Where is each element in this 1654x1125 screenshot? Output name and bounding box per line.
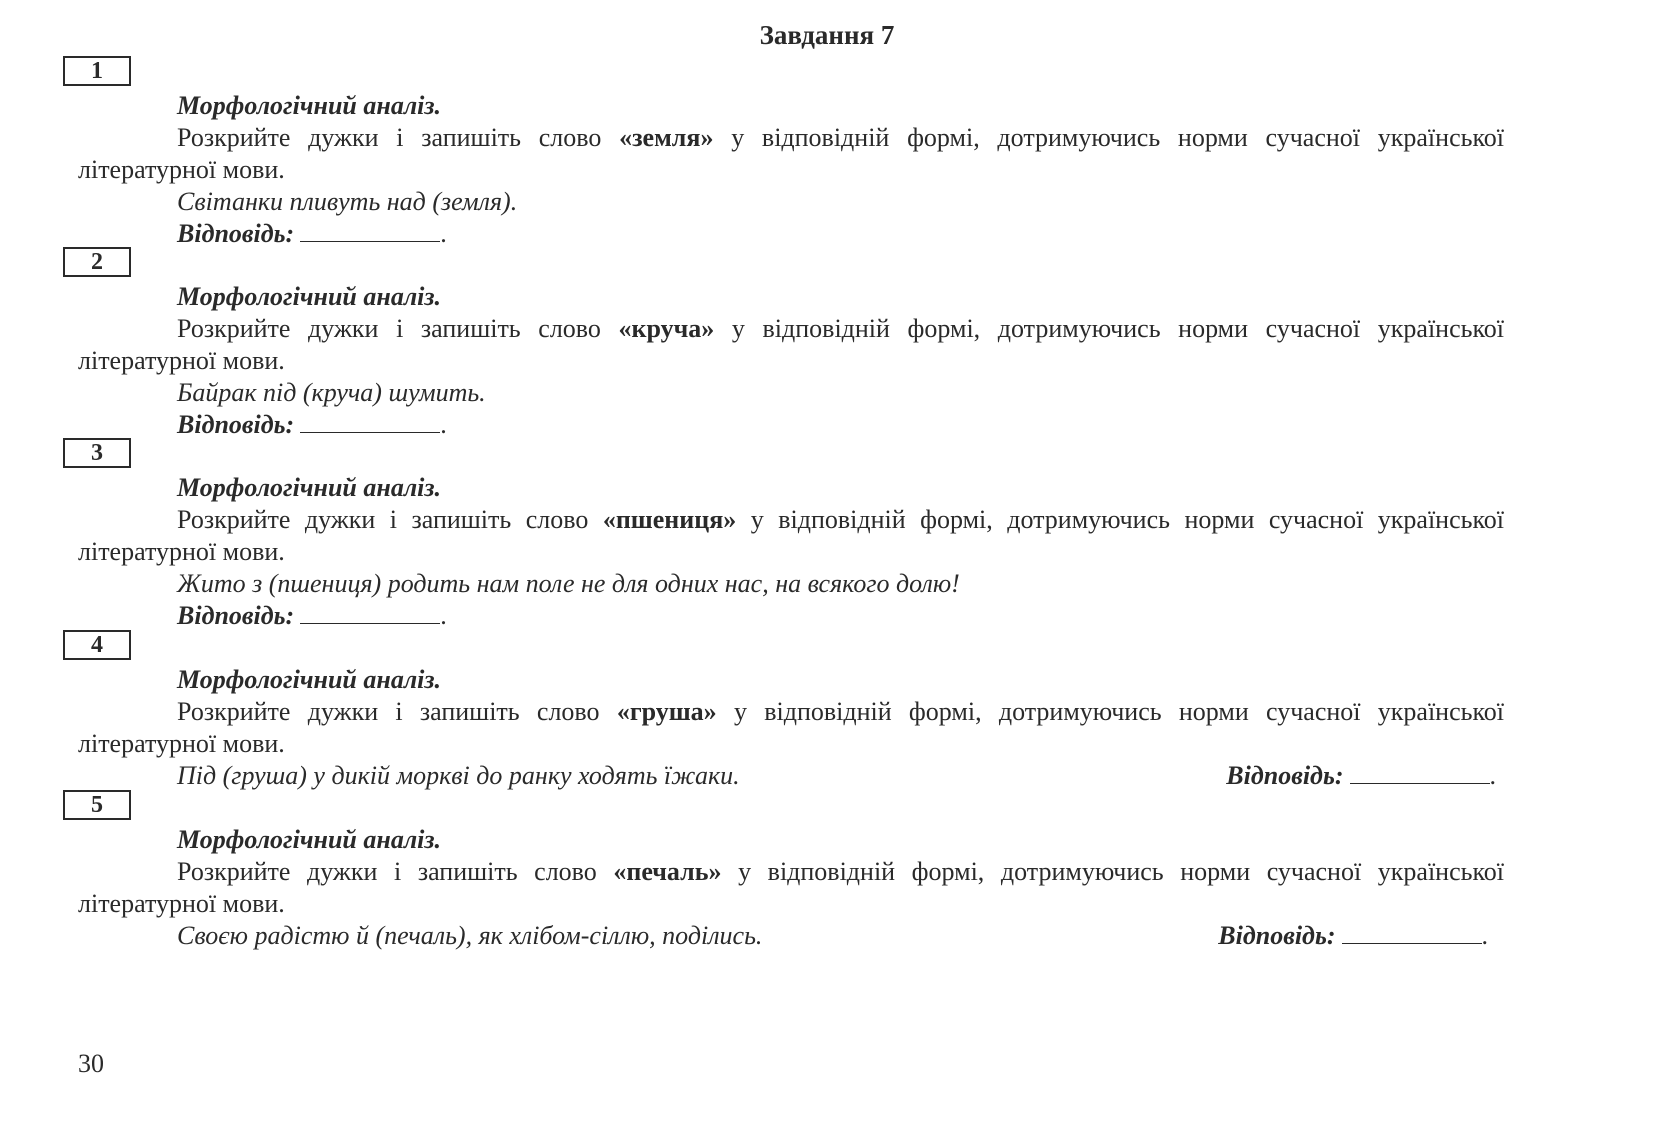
task-heading: Морфологічний аналіз. xyxy=(177,91,442,120)
answer-blank[interactable] xyxy=(1350,761,1490,784)
instruction-prefix: Розкрийте дужки і запишіть слово xyxy=(177,857,597,886)
answer-end: . xyxy=(1489,761,1496,790)
answer-end: . xyxy=(440,219,447,248)
instruction-prefix: Розкрийте дужки і запишіть слово xyxy=(177,314,601,343)
task-number-box: 3 xyxy=(63,438,131,468)
task-number-box: 2 xyxy=(63,247,131,277)
task-sentence: Байрак під (круча) шумить. xyxy=(177,378,486,407)
task-heading: Морфологічний аналіз. xyxy=(177,473,442,502)
task-instruction xyxy=(78,122,1504,186)
answer-label: Відповідь: xyxy=(177,219,295,248)
task-instruction xyxy=(78,856,1504,920)
task-number-box: 4 xyxy=(63,630,131,660)
answer-blank[interactable] xyxy=(300,219,440,242)
instruction-tail: літературної мови. xyxy=(78,346,285,375)
answer-end: . xyxy=(440,601,447,630)
answer-blank[interactable] xyxy=(1342,921,1482,944)
task-heading: Морфологічний аналіз. xyxy=(177,665,442,694)
instruction-suffix: у відповідній формі, дотримуючись норми сучасної української xyxy=(738,857,1505,886)
answer-label: Відповідь: xyxy=(1226,761,1344,790)
sentence-answer-row xyxy=(78,920,1504,952)
task-heading: Морфологічний аналіз. xyxy=(177,282,442,311)
task-2 xyxy=(78,281,1504,441)
task-3 xyxy=(78,472,1504,632)
task-instruction xyxy=(78,313,1504,377)
task-number-box: 5 xyxy=(63,790,131,820)
task-sentence: Своєю радістю й (печаль), як хлібом-сіллю, поділись. xyxy=(177,921,763,950)
answer-blank[interactable] xyxy=(300,601,440,624)
page-title: Завдання 7 xyxy=(759,20,895,50)
task-instruction xyxy=(78,696,1504,760)
answer-row xyxy=(78,218,1504,250)
instruction-suffix: у відповідній формі, дотримуючись норми сучасної української xyxy=(731,123,1504,152)
answer-label: Відповідь: xyxy=(177,410,295,439)
target-word: «груша» xyxy=(616,697,717,726)
sentence-answer-row xyxy=(78,760,1504,792)
instruction-tail: літературної мови. xyxy=(78,729,285,758)
answer-blank[interactable] xyxy=(300,410,440,433)
task-number-box: 1 xyxy=(63,56,131,86)
instruction-suffix: у відповідній формі, дотримуючись норми сучасної української xyxy=(733,697,1505,726)
instruction-suffix: у відповідній формі, дотримуючись норми сучасної української xyxy=(731,314,1505,343)
answer-row xyxy=(1218,920,1504,952)
answer-end: . xyxy=(1481,921,1488,950)
task-heading: Морфологічний аналіз. xyxy=(177,825,442,854)
instruction-tail: літературної мови. xyxy=(78,889,285,918)
instruction-prefix: Розкрийте дужки і запишіть слово xyxy=(177,123,602,152)
answer-row xyxy=(1226,760,1504,792)
target-word: «печаль» xyxy=(613,857,722,886)
task-1 xyxy=(78,90,1504,250)
instruction-suffix: у відповідній формі, дотримуючись норми сучасної української xyxy=(750,505,1505,534)
answer-row xyxy=(78,600,1504,632)
answer-label: Відповідь: xyxy=(177,601,295,630)
target-word: «пшениця» xyxy=(602,505,737,534)
task-instruction xyxy=(78,504,1504,568)
instruction-prefix: Розкрийте дужки і запишіть слово xyxy=(177,505,589,534)
task-5 xyxy=(78,824,1504,952)
task-4 xyxy=(78,664,1504,792)
instruction-tail: літературної мови. xyxy=(78,155,285,184)
instruction-tail: літературної мови. xyxy=(78,537,285,566)
task-sentence: Під (груша) у дикій моркві до ранку ходять їжаки. xyxy=(177,761,740,790)
target-word: «круча» xyxy=(618,314,715,343)
instruction-prefix: Розкрийте дужки і запишіть слово xyxy=(177,697,600,726)
task-sentence: Світанки пливуть над (земля). xyxy=(177,187,518,216)
task-sentence: Жито з (пшениця) родить нам поле не для одних нас, на всякого долю! xyxy=(177,569,960,598)
answer-row xyxy=(78,409,1504,441)
target-word: «земля» xyxy=(619,123,714,152)
answer-end: . xyxy=(440,410,447,439)
answer-label: Відповідь: xyxy=(1218,921,1336,950)
page-number: 30 xyxy=(78,1049,104,1078)
